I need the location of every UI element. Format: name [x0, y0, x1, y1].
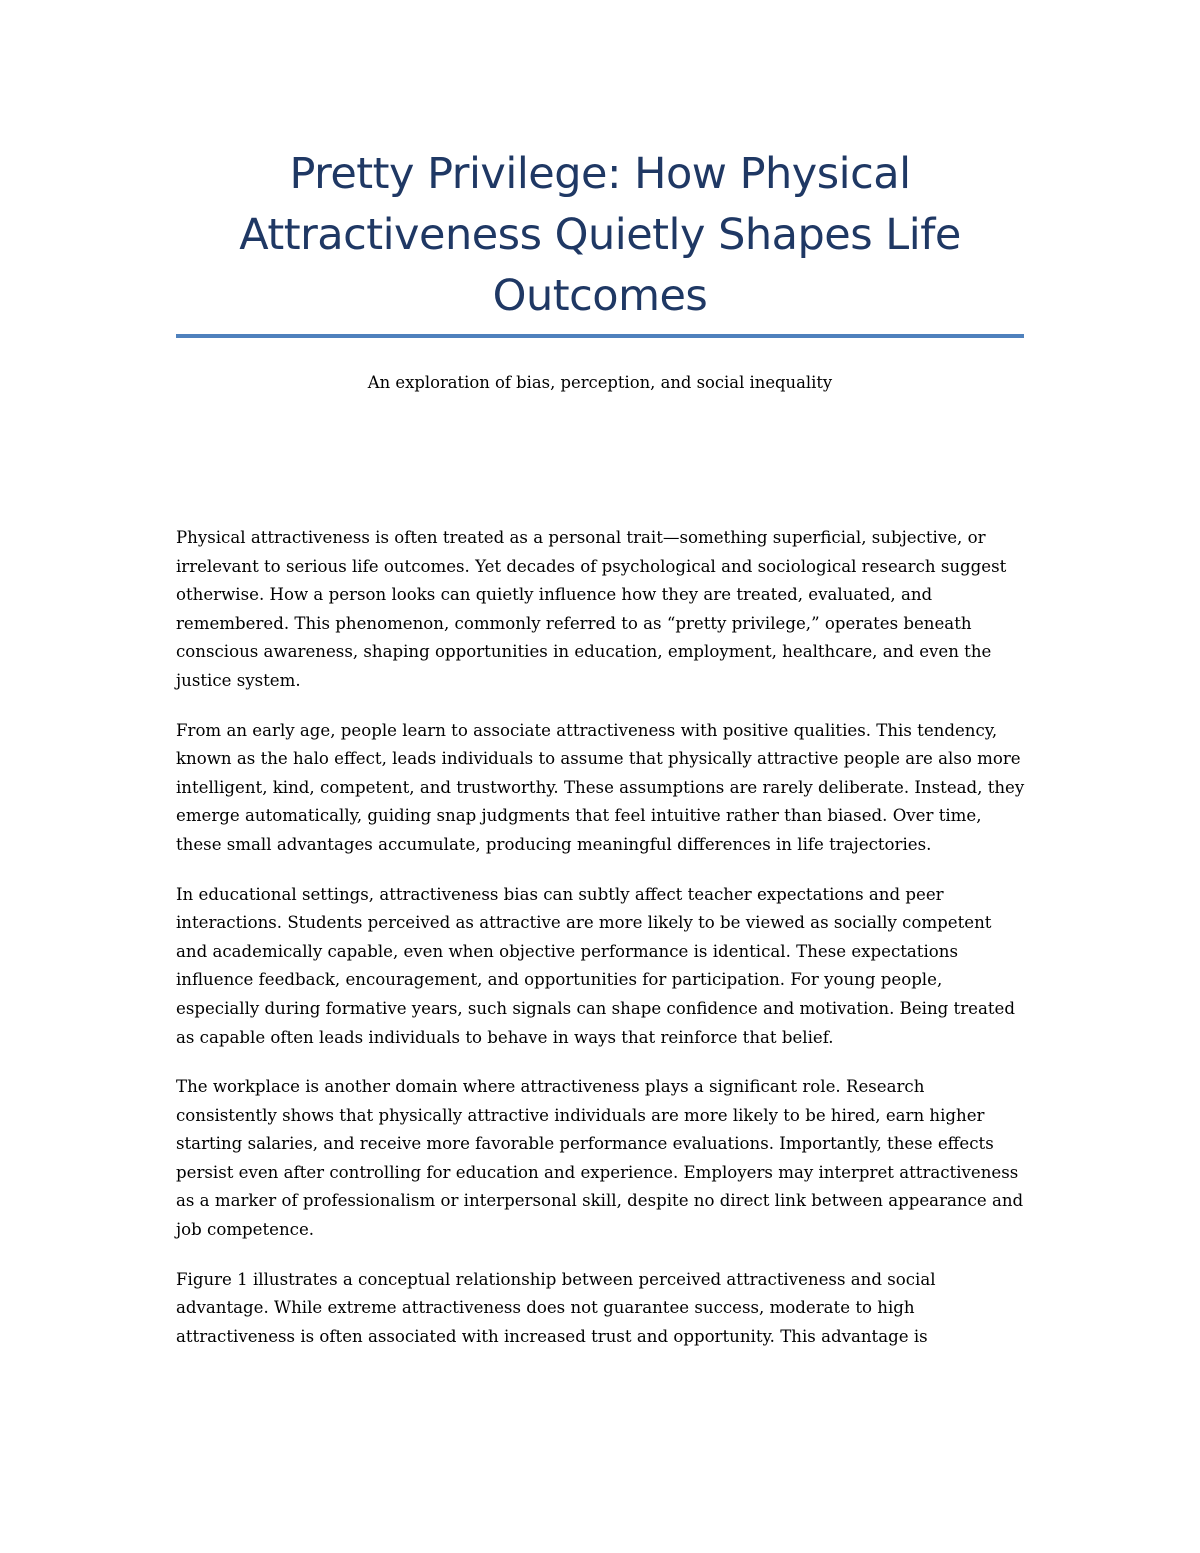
body-paragraph: The workplace is another domain where attractiveness plays a significant role. Research consistently shows that physically attractive individuals are more likely to be hired, earn higher starting salaries, and receive more favorable performance evaluations. Importantly, these effects persist even after controlling for education and experience. Employers may interpret attractiveness as a marker of professionalism or interpersonal skill, despite no direct link between appearance and job competence.	[176, 1077, 1024, 1240]
body-paragraph: In educational settings, attractiveness bias can subtly affect teacher expectations and peer interactions. Students perceived as attractive are more likely to be viewed as socially competent and academically capable, even when objective performance is identical. These expectations influence feedback, encouragement, and opportunities for participation. For young people, especially during formative years, such signals can shape confidence and motivation. Being treated as capable often leads individuals to behave in ways that reinforce that belief.	[176, 884, 1015, 1047]
document-subtitle: An exploration of bias, perception, and social inequality	[367, 373, 833, 392]
document-title: Pretty Privilege: How Physical Attractiveness Quietly Shapes Life Outcomes	[239, 149, 961, 321]
document-body	[176, 524, 1026, 1372]
body-paragraph: Figure 1 illustrates a conceptual relationship between perceived attractiveness and social advantage. While extreme attractiveness does not guarantee success, moderate to high attractiveness is often associated with increased trust and opportunity. This advantage is	[176, 1269, 936, 1346]
body-paragraph: Physical attractiveness is often treated as a personal trait—something superficial, subjective, or irrelevant to serious life outcomes. Yet decades of psychological and sociological research suggest otherwise. How a person looks can quietly influence how they are treated, evaluated, and remembered. This phenomenon, commonly referred to as “pretty privilege,” operates beneath conscious awareness, shaping opportunities in education, employment, healthcare, and even the justice system.	[176, 528, 1007, 690]
title-divider	[176, 334, 1024, 338]
body-paragraph: From an early age, people learn to associate attractiveness with positive qualities. This tendency, known as the halo effect, leads individuals to assume that physically attractive people are also more intelligent, kind, competent, and trustworthy. These assumptions are rarely deliberate. Instead, they emerge automatically, guiding snap judgments that feel intuitive rather than biased. Over time, these small advantages accumulate, producing meaningful differences in life trajectories.	[176, 720, 1025, 854]
